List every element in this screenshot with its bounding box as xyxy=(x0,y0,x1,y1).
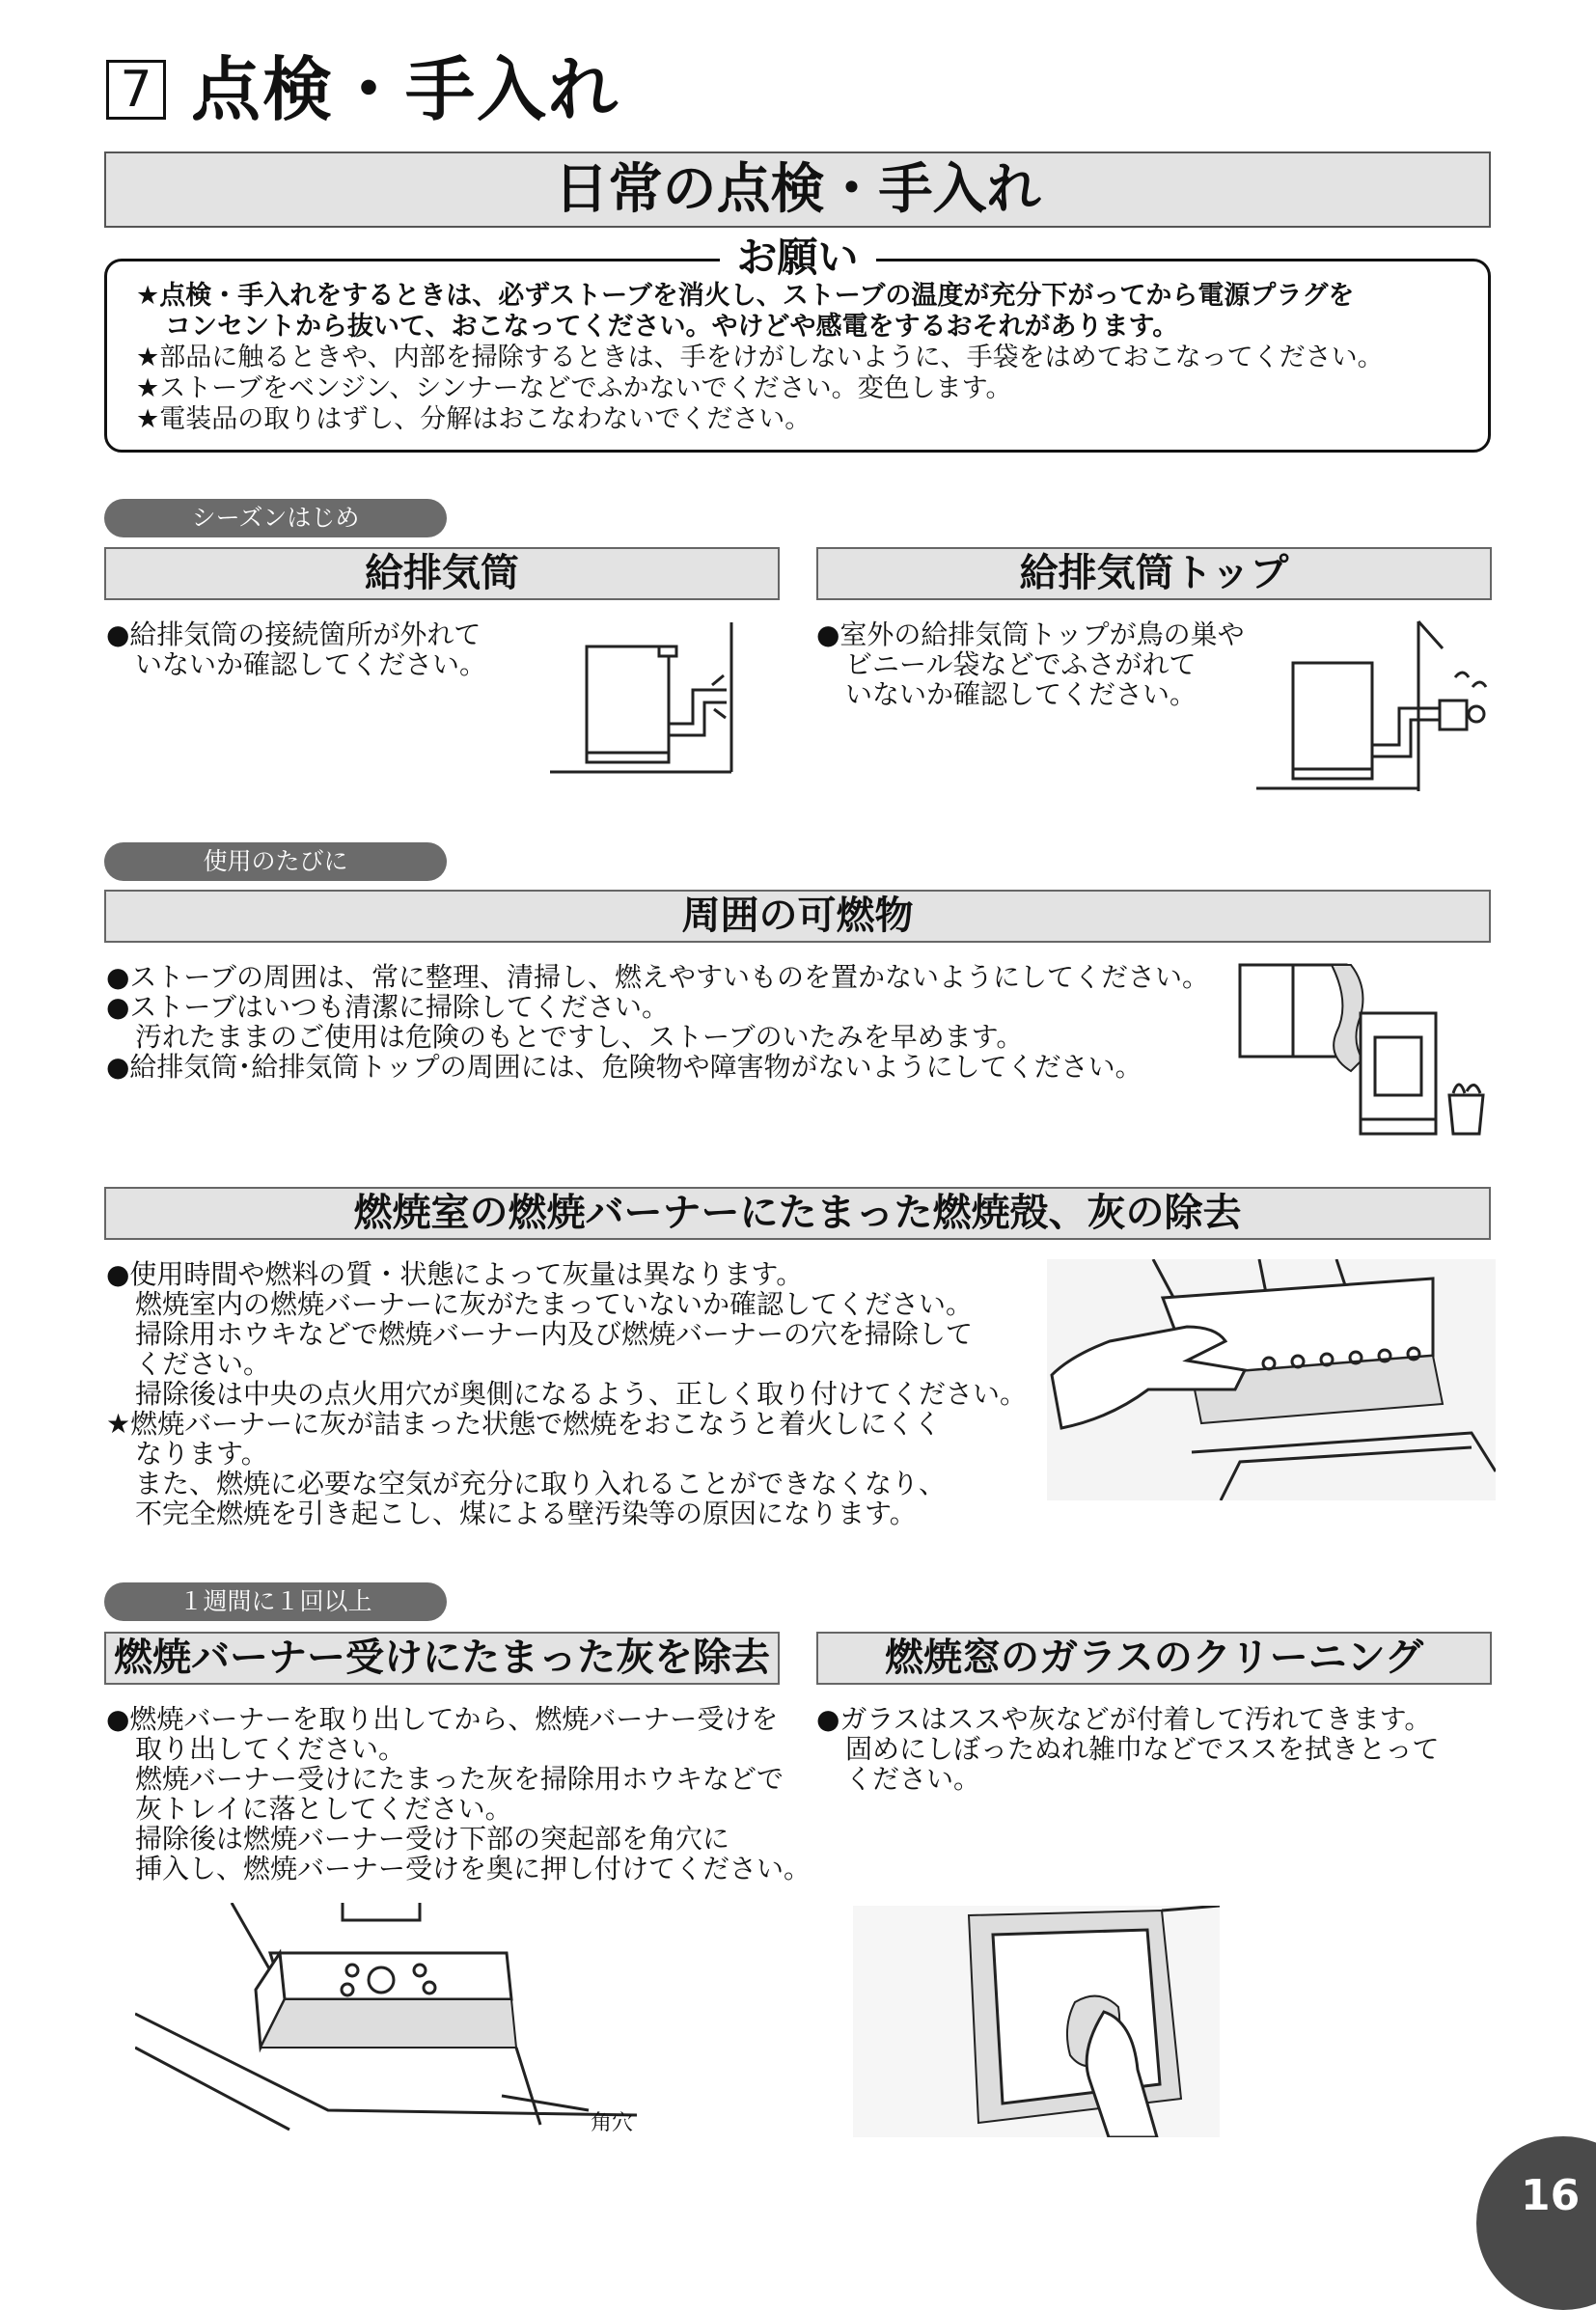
page-banner: 日常の点検・手入れ xyxy=(104,151,1491,228)
text-line: ●室外の給排気筒トップが鳥の巣や xyxy=(816,619,1245,650)
notice-line: ★点検・手入れをするときは、必ずストーブを消火し、ストーブの温度が充分下がってから電源プラグを xyxy=(136,281,1355,311)
text-line: ●ストーブはいつも清潔に掃除してください。 xyxy=(106,991,670,1023)
text-line: ●ガラスはススや灰などが付着して汚れてきます。 xyxy=(816,1703,1432,1735)
glass-illustration xyxy=(853,1906,1220,2137)
combustibles-text xyxy=(106,962,1209,1082)
text-line: 固めにしぼったぬれ雑巾などでススを拭きとって xyxy=(845,1733,1440,1765)
section-title-burner-ash: 燃焼室の燃焼バーナーにたまった燃焼殻、灰の除去 xyxy=(104,1187,1491,1240)
flue-illustration xyxy=(548,618,741,777)
section-title-combustibles: 周囲の可燃物 xyxy=(104,890,1491,943)
text-line: ●給排気筒の接続箇所が外れて xyxy=(106,619,482,650)
flue-top-text xyxy=(816,619,1245,709)
section-title-flue-top: 給排気筒トップ xyxy=(816,547,1492,600)
text-line: 掃除後は中央の点火用穴が奥側になるよう、正しく取り付けてください。 xyxy=(135,1378,1028,1410)
text-line: ●使用時間や燃料の質・状態によって灰量は異なります。 xyxy=(106,1258,804,1290)
page-number: 16 xyxy=(1521,2171,1581,2220)
pill-season-start: シーズンはじめ xyxy=(104,499,447,537)
notice-line: ★電装品の取りはずし、分解はおこなわないでください。 xyxy=(136,404,812,434)
chapter-title: 点検・手入れ xyxy=(191,49,620,130)
text-line: ●給排気筒･給排気筒トップの周囲には、危険物や障害物がないようにしてください。 xyxy=(106,1051,1142,1083)
text-line: 掃除用ホウキなどで燃焼バーナー内及び燃焼バーナーの穴を掃除して xyxy=(135,1318,974,1350)
text-line: ●ストーブの周囲は、常に整理、清掃し、燃えやすいものを置かないようにしてください。 xyxy=(106,961,1210,993)
notice-line: ★ストーブをベンジン、シンナーなどでふかないでください。変色します。 xyxy=(136,373,1012,403)
text-line: 燃焼バーナー受けにたまった灰を掃除用ホウキなどで xyxy=(135,1763,784,1795)
receiver-text xyxy=(106,1704,811,1884)
pill-every-use: 使用のたびに xyxy=(104,842,447,881)
glass-text xyxy=(816,1704,1439,1794)
flue-text xyxy=(106,619,486,679)
text-line: また、燃焼に必要な空気が充分に取り入れることができなくなり、 xyxy=(135,1468,947,1499)
notice-lines xyxy=(136,281,1469,435)
text-line: 灰トレイに落としてください。 xyxy=(135,1793,512,1825)
text-line: ビニール袋などでふさがれて xyxy=(845,648,1197,680)
section-title-glass: 燃焼窓のガラスのクリーニング xyxy=(816,1632,1492,1685)
text-line: いないか確認してください。 xyxy=(845,678,1197,710)
text-line: ください。 xyxy=(135,1348,271,1380)
burner-ash-illustration xyxy=(1047,1259,1496,1500)
text-line: 汚れたままのご使用は危険のもとですし、ストーブのいたみを早めます。 xyxy=(135,1021,1024,1053)
section-title-flue: 給排気筒 xyxy=(104,547,780,600)
text-line: ●燃焼バーナーを取り出してから、燃焼バーナー受けを xyxy=(106,1703,779,1735)
section-title-receiver: 燃焼バーナー受けにたまった灰を除去 xyxy=(104,1632,780,1685)
text-line: いないか確認してください。 xyxy=(135,648,487,680)
pill-weekly: １週間に１回以上 xyxy=(104,1582,447,1621)
text-line: 取り出してください。 xyxy=(135,1733,406,1765)
flue-top-illustration xyxy=(1254,619,1491,793)
text-line: ください。 xyxy=(845,1763,981,1795)
text-line: 挿入し、燃焼バーナー受けを奥に押し付けてください。 xyxy=(135,1853,812,1884)
burner-ash-text xyxy=(106,1259,1027,1528)
figure-label-square-hole: 角穴 xyxy=(591,2111,634,2135)
notice-line: コンセントから抜いて、おこなってください。やけどや感電をするおそれがあります。 xyxy=(165,312,1179,342)
text-line: なります。 xyxy=(135,1438,268,1470)
page-number-badge xyxy=(1476,2136,1596,2310)
receiver-illustration xyxy=(135,1903,637,2134)
chapter-number: 7 xyxy=(106,60,166,120)
text-line: 燃焼室内の燃焼バーナーに灰がたまっていないか確認してください。 xyxy=(135,1288,974,1320)
notice-box xyxy=(104,234,1491,453)
notice-line: ★部品に触るときや、内部を掃除するときは、手をけがしないように、手袋をはめておこなってください。 xyxy=(136,343,1384,372)
text-line: 不完全燃焼を引き起こし、煤による壁汚染等の原因になります。 xyxy=(135,1498,917,1529)
text-line: 掃除後は燃焼バーナー受け下部の突起部を角穴に xyxy=(135,1823,730,1855)
combustibles-illustration xyxy=(1235,960,1496,1143)
text-line: ★燃焼バーナーに灰が詰まった状態で燃焼をおこなうと着火しにくく xyxy=(106,1408,942,1440)
notice-title: お願い xyxy=(719,233,875,283)
